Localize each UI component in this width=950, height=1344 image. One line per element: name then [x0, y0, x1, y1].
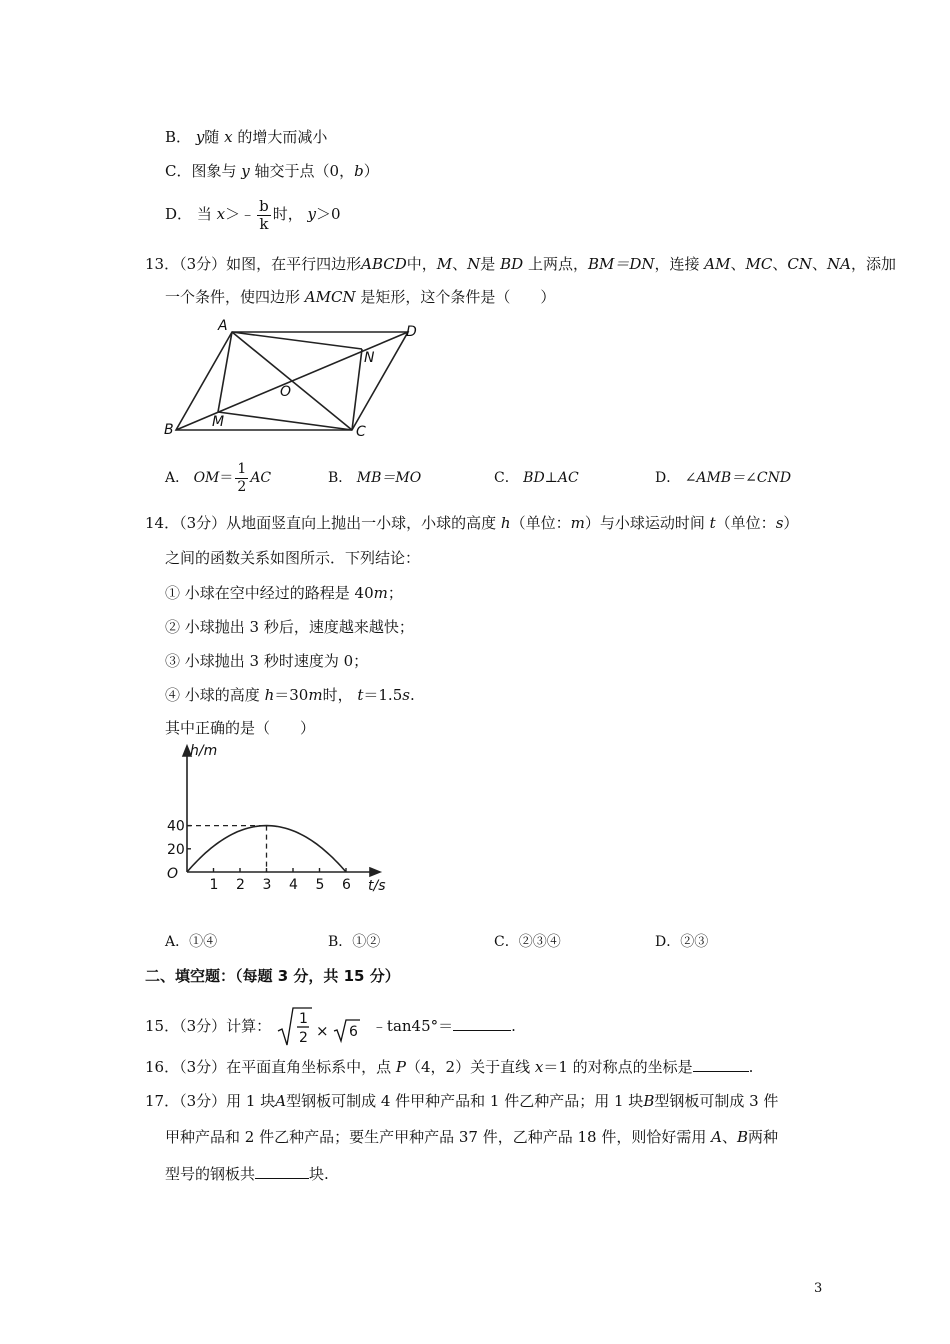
label-c: C	[356, 424, 366, 440]
x-tick-label: 2	[236, 877, 245, 893]
q15-question: 15．（3分）计算： 1 2 × 6 ﹣tan45°＝ .	[145, 1003, 516, 1049]
q14-option-a: A．①④	[165, 934, 218, 950]
q14-statement-1: ① 小球在空中经过的路程是 40m；	[165, 584, 403, 602]
q14-option-b: B．①②	[328, 934, 381, 950]
q14-option-d: D．②③	[655, 934, 709, 950]
q13-fraction-half: $\frac{1}{2}$	[237, 460, 247, 495]
q16-question: 16．（3分）在平面直角坐标系中，点 P（4，2）关于直线 x＝1 的对称点的坐标是 .	[145, 1058, 754, 1076]
x-axis-label: t/s	[368, 878, 386, 894]
q17-line1: 17．（3分）用 1 块A型钢板可制成 4 件甲种产品和 1 件乙种产品；用 1 块B型钢板可制成 3 件	[145, 1092, 779, 1110]
q14-question: 其中正确的是（ ）	[165, 719, 316, 737]
label-b: B	[164, 422, 174, 438]
q14-statement-2: ② 小球抛出 3 秒后，速度越来越快；	[165, 618, 414, 636]
q14-statement-3: ③ 小球抛出 3 秒时速度为 0；	[165, 652, 369, 670]
q14-height-time-chart	[160, 742, 400, 902]
q14-stem-line1: 14．（3分）从地面竖直向上抛出一小球，小球的高度 h（单位：m）与小球运动时间 t（单位：s）	[145, 514, 799, 532]
page-number: 3	[814, 1281, 823, 1296]
q13-option-d: D． ∠AMB＝∠CND	[655, 470, 792, 486]
q15-answer-blank	[453, 1016, 511, 1031]
y-tick-label: 20	[167, 841, 185, 858]
section-2-title: 二、填空题：（每题 3 分，共 15 分）	[145, 967, 400, 985]
x-tick-label: 6	[342, 877, 351, 893]
label-o: O	[280, 384, 292, 400]
segment-mc	[218, 412, 352, 430]
q12-option-b: B． y随 x 的增大而减小	[165, 128, 328, 146]
x-tick-label: 5	[315, 877, 325, 893]
q12-option-d: D． 当 x＞﹣ $\frac{b}{k}$ 时， y＞0	[165, 196, 341, 233]
label-d: D	[406, 324, 417, 340]
q13-stem-line1: 13．（3分）如图，在平行四边形ABCD中，M、N是 BD 上两点，BM＝DN，连接 AM、MC、CN、NA，添加	[145, 255, 896, 273]
q17-line3: 型号的钢板共 块.	[165, 1165, 329, 1183]
label-m: M	[212, 414, 225, 430]
q15-den: 2	[298, 1030, 308, 1046]
q13-stem-line2: 一个条件，使四边形 AMCN 是矩形，这个条件是（ ）	[165, 288, 556, 306]
origin-label: O	[167, 866, 179, 882]
q17-answer-blank	[255, 1164, 309, 1179]
segment-na	[232, 332, 362, 349]
q13-option-a: A． OM＝ $\frac{1}{2}$ AC	[165, 460, 272, 495]
x-tick-label: 4	[289, 877, 298, 893]
y-axis-label: h/m	[190, 743, 218, 759]
y-tick-label: 40	[167, 818, 185, 835]
x-tick-label: 3	[262, 877, 272, 893]
q13-option-b: B． MB＝MO	[328, 470, 422, 486]
label-a: A	[218, 318, 228, 334]
q15-rad: 6	[348, 1024, 358, 1040]
q14-statement-4: ④ 小球的高度 h＝30m时， t＝1.5s.	[165, 686, 415, 704]
x-axis-arrow	[370, 868, 380, 876]
q12-fraction-b-over-k: $\frac{b}{k}$	[259, 196, 269, 233]
q15-radical-expression	[276, 1005, 372, 1049]
segment-cn	[352, 349, 362, 430]
q17-line2: 甲种产品和 2 件乙种产品；要生产甲种产品 37 件，乙种产品 18 件，则恰好需用 A、B两种	[165, 1128, 779, 1146]
q16-answer-blank	[693, 1057, 749, 1072]
q13-parallelogram-figure	[160, 318, 430, 440]
diagonal-ac	[232, 332, 352, 430]
q13-option-c: C． BD⊥AC	[494, 470, 579, 486]
q12-option-c: C．图象与 y 轴交于点（0，b）	[165, 162, 379, 180]
label-n: N	[364, 350, 375, 366]
q15-times: ×	[315, 1022, 329, 1040]
q14-option-c: C．②③④	[494, 934, 561, 950]
q14-stem-line2: 之间的函数关系如图所示．下列结论：	[165, 549, 421, 567]
x-tick-label: 1	[209, 877, 219, 893]
q15-num: 1	[298, 1011, 308, 1027]
